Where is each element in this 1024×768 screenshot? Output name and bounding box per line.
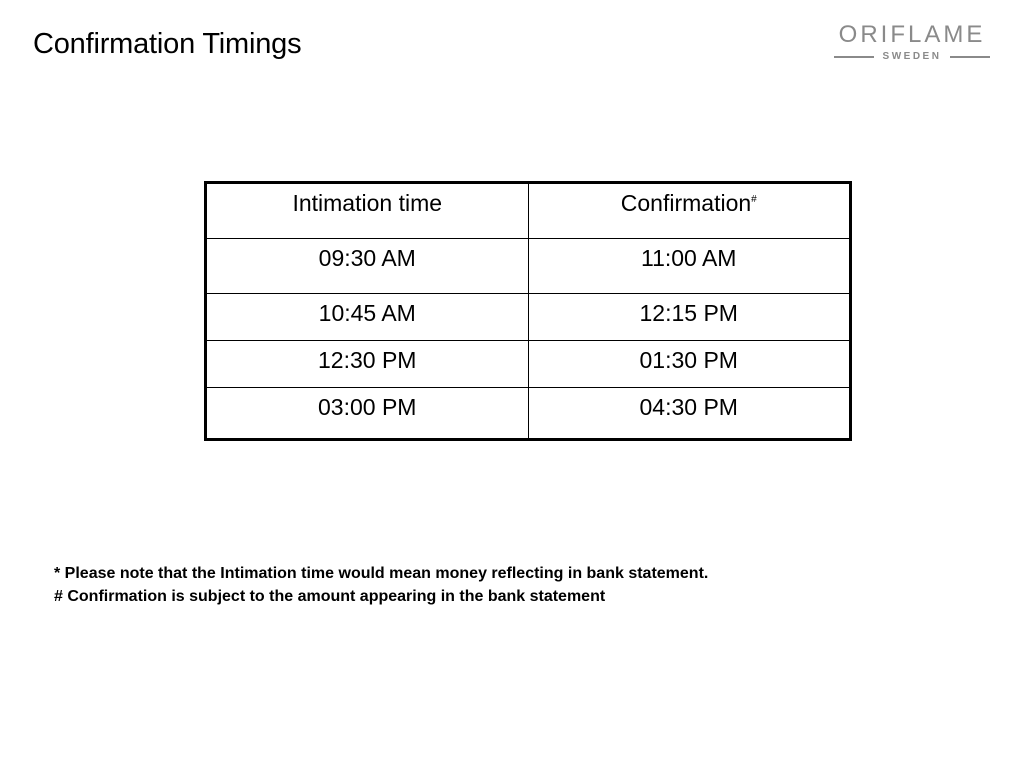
intimation-cell: 09:30 AM bbox=[206, 239, 529, 294]
logo-brand-text: ORIFLAME bbox=[838, 21, 986, 48]
table-row bbox=[206, 294, 851, 341]
header-confirmation-label: Confirmation bbox=[620, 190, 752, 216]
oriflame-logo bbox=[832, 22, 992, 64]
confirmation-cell: 04:30 PM bbox=[528, 388, 851, 440]
footnote-confirmation: # Confirmation is subject to the amount appearing in the bank statement bbox=[54, 588, 606, 605]
confirmation-cell: 01:30 PM bbox=[528, 341, 851, 388]
table-row bbox=[206, 388, 851, 440]
table-header-row bbox=[206, 183, 851, 239]
footnotes bbox=[54, 562, 708, 608]
logo-line-right bbox=[950, 56, 990, 58]
header-confirmation bbox=[528, 183, 851, 239]
table-row bbox=[206, 239, 851, 294]
confirmation-cell: 12:15 PM bbox=[528, 294, 851, 341]
page-title: Confirmation Timings bbox=[33, 28, 302, 60]
confirmation-cell: 11:00 AM bbox=[528, 239, 851, 294]
header-intimation-time bbox=[206, 183, 529, 239]
header-intimation-label: Intimation time bbox=[292, 190, 443, 216]
footnote-intimation: * Please note that the Intimation time would mean money reflecting in bank statement. bbox=[54, 565, 709, 582]
confirmation-footnote-mark: # bbox=[751, 194, 757, 205]
table-row bbox=[206, 341, 851, 388]
intimation-cell: 03:00 PM bbox=[206, 388, 529, 440]
confirmation-timings-table bbox=[204, 181, 852, 441]
logo-subtitle bbox=[832, 50, 992, 64]
intimation-cell: 10:45 AM bbox=[206, 294, 529, 341]
logo-subtitle-text: SWEDEN bbox=[882, 51, 942, 62]
intimation-cell: 12:30 PM bbox=[206, 341, 529, 388]
